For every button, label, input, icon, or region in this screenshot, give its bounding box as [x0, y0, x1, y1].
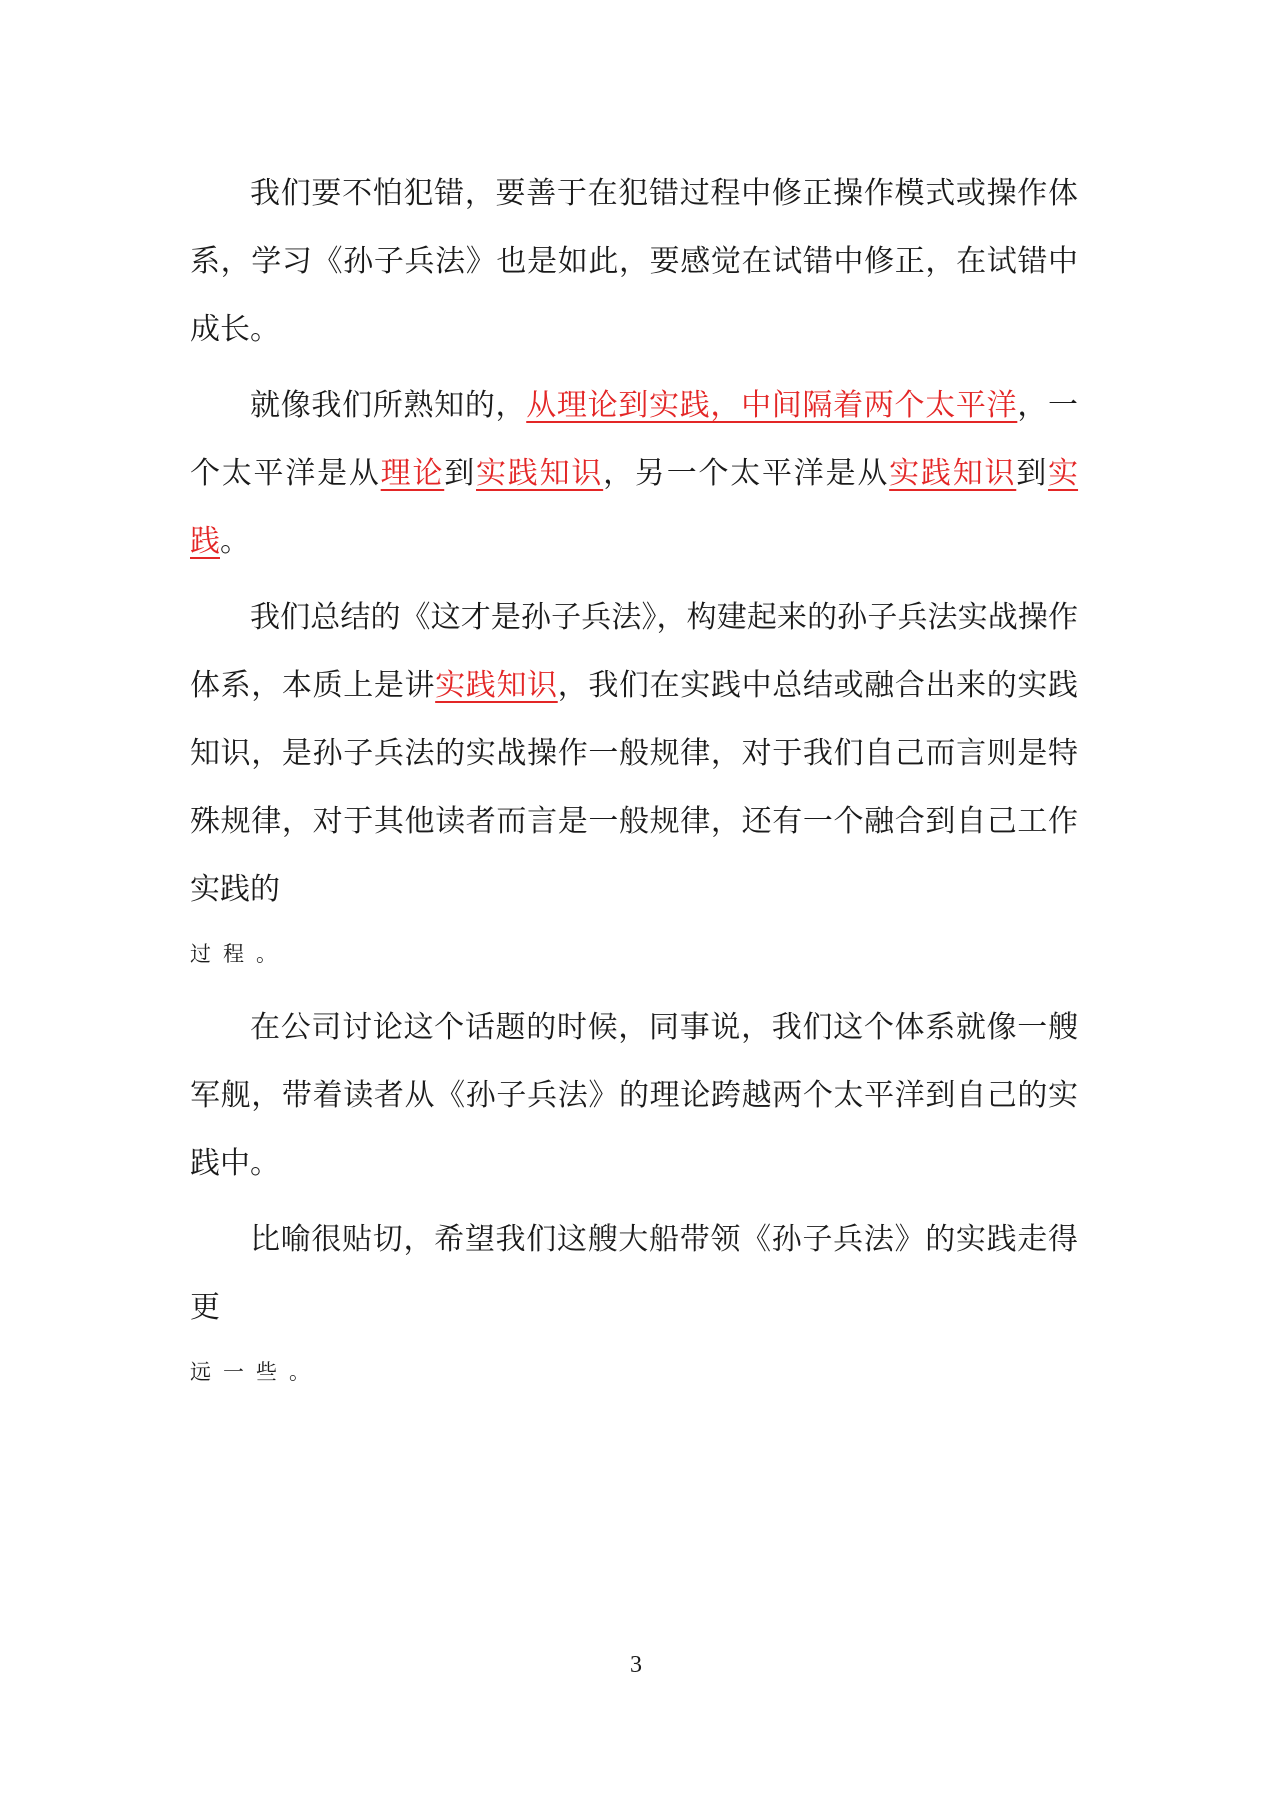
- paragraph-5-text: 比喻很贴切，希望我们这艘大船带领《孙子兵法》的实践走得更: [190, 1222, 1078, 1325]
- paragraph-2-text-c: 到: [444, 456, 477, 491]
- paragraph-2-text-f: 。: [220, 524, 250, 559]
- highlight-pacific-phrase: 从理论到实践，中间隔着两个太平洋: [526, 388, 1018, 423]
- paragraph-2: [190, 372, 1078, 576]
- paragraph-3-text-b: ，我们在实践中总结或融合出来的实践知识，是孙子兵法的实战操作一般规律，对于我们自己而言则是特殊规律，对于其他读者而言是一般规律，还有一个融合到自己工作实践的: [190, 668, 1079, 907]
- paragraph-3: [190, 584, 1078, 984]
- paragraph-2-text-b: ，一个太平洋是从: [190, 388, 1079, 491]
- paragraph-3-text-a: 我们总结的《这才是孙子兵法》，构建起来的孙子兵法实战操作体系，本质上是讲: [190, 600, 1078, 703]
- paragraph-2-text-a: 就像我们所熟知的，: [250, 388, 527, 423]
- paragraph-3-tail: 过程。: [190, 942, 289, 966]
- paragraph-5-tail: 远一些。: [190, 1360, 322, 1384]
- document-body: [190, 160, 1078, 1410]
- page-number: 3: [630, 1652, 642, 1678]
- highlight-theory: 理论: [380, 456, 445, 491]
- highlight-practical-knowledge-2: 实践知识: [889, 456, 1017, 491]
- highlight-practical-knowledge-1: 实践知识: [476, 456, 604, 491]
- highlight-practical-knowledge-3: 实践知识: [435, 668, 558, 703]
- paragraph-1-text: 我们要不怕犯错，要善于在犯错过程中修正操作模式或操作体系，学习《孙子兵法》也是如此，要感觉在试错中修正，在试错中成长。: [190, 176, 1078, 347]
- paragraph-4-text: 在公司讨论这个话题的时候，同事说，我们这个体系就像一艘军舰，带着读者从《孙子兵法》的理论跨越两个太平洋到自己的实践中。: [190, 1010, 1078, 1181]
- paragraph-2-text-e: 到: [1016, 456, 1049, 491]
- highlight-practice: 实践: [190, 456, 1079, 559]
- paragraph-4: [190, 994, 1078, 1198]
- paragraph-2-text-d: ，另一个太平洋是从: [603, 456, 890, 491]
- paragraph-5: [190, 1206, 1078, 1402]
- paragraph-1: [190, 160, 1078, 364]
